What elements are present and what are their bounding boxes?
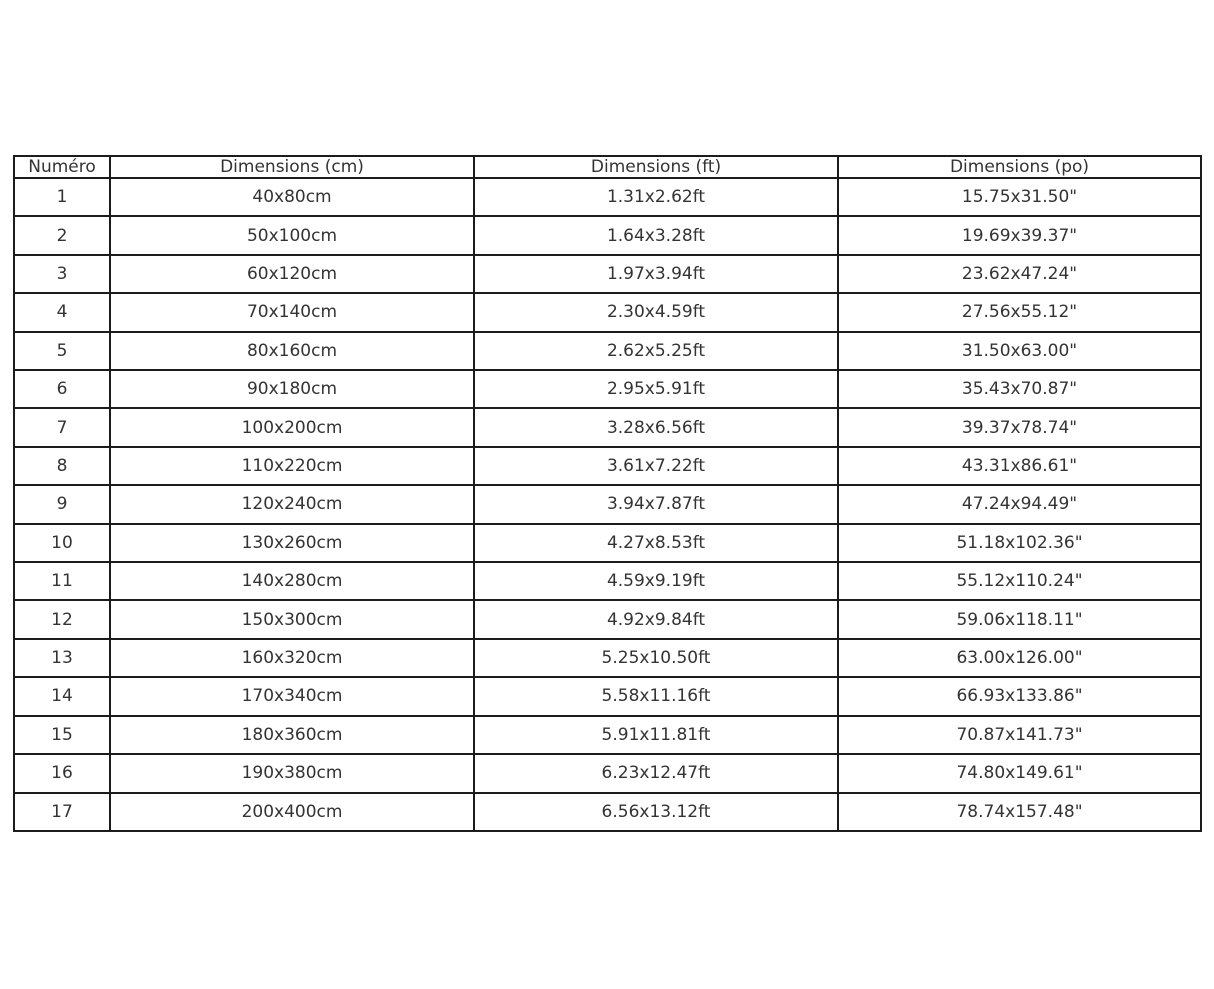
cell-dimensions-ft: 5.58x11.16ft	[474, 677, 838, 715]
cell-dimensions-ft: 5.91x11.81ft	[474, 716, 838, 754]
table-row	[14, 793, 1201, 832]
cell-dimensions-cm: 160x320cm	[110, 639, 474, 677]
cell-numero: 3	[14, 255, 110, 293]
cell-dimensions-cm: 60x120cm	[110, 255, 474, 293]
table-row	[14, 716, 1201, 754]
table-row	[14, 677, 1201, 715]
cell-dimensions-po: 47.24x94.49"	[838, 485, 1201, 523]
cell-dimensions-cm: 90x180cm	[110, 370, 474, 408]
column-header-dimensions-po: Dimensions (po)	[838, 156, 1201, 178]
cell-dimensions-cm: 190x380cm	[110, 754, 474, 792]
cell-numero: 17	[14, 793, 110, 832]
cell-numero: 14	[14, 677, 110, 715]
cell-numero: 16	[14, 754, 110, 792]
cell-dimensions-po: 66.93x133.86"	[838, 677, 1201, 715]
cell-dimensions-po: 23.62x47.24"	[838, 255, 1201, 293]
cell-dimensions-po: 15.75x31.50"	[838, 178, 1201, 216]
dimensions-conversion-table	[13, 155, 1202, 832]
cell-numero: 13	[14, 639, 110, 677]
cell-dimensions-ft: 2.62x5.25ft	[474, 332, 838, 370]
cell-numero: 1	[14, 178, 110, 216]
table-row	[14, 293, 1201, 331]
table-row	[14, 447, 1201, 485]
cell-dimensions-ft: 3.28x6.56ft	[474, 408, 838, 446]
cell-dimensions-ft: 4.27x8.53ft	[474, 524, 838, 562]
cell-dimensions-ft: 4.59x9.19ft	[474, 562, 838, 600]
cell-dimensions-po: 51.18x102.36"	[838, 524, 1201, 562]
cell-dimensions-cm: 110x220cm	[110, 447, 474, 485]
cell-numero: 4	[14, 293, 110, 331]
table-row	[14, 408, 1201, 446]
cell-dimensions-po: 43.31x86.61"	[838, 447, 1201, 485]
cell-dimensions-cm: 40x80cm	[110, 178, 474, 216]
table-header-row	[14, 156, 1201, 178]
cell-dimensions-ft: 3.94x7.87ft	[474, 485, 838, 523]
cell-numero: 7	[14, 408, 110, 446]
cell-numero: 8	[14, 447, 110, 485]
cell-numero: 9	[14, 485, 110, 523]
cell-dimensions-po: 78.74x157.48"	[838, 793, 1201, 832]
table-row	[14, 255, 1201, 293]
cell-dimensions-ft: 5.25x10.50ft	[474, 639, 838, 677]
cell-dimensions-cm: 100x200cm	[110, 408, 474, 446]
cell-dimensions-cm: 170x340cm	[110, 677, 474, 715]
cell-dimensions-cm: 120x240cm	[110, 485, 474, 523]
cell-dimensions-po: 59.06x118.11"	[838, 600, 1201, 638]
cell-numero: 12	[14, 600, 110, 638]
cell-dimensions-ft: 2.30x4.59ft	[474, 293, 838, 331]
cell-dimensions-po: 70.87x141.73"	[838, 716, 1201, 754]
dimensions-table-container	[13, 155, 1202, 832]
table-body	[14, 178, 1201, 831]
column-header-numero: Numéro	[14, 156, 110, 178]
table-row	[14, 639, 1201, 677]
cell-numero: 11	[14, 562, 110, 600]
cell-dimensions-po: 63.00x126.00"	[838, 639, 1201, 677]
table-row	[14, 370, 1201, 408]
cell-dimensions-po: 39.37x78.74"	[838, 408, 1201, 446]
cell-dimensions-po: 19.69x39.37"	[838, 216, 1201, 254]
cell-numero: 10	[14, 524, 110, 562]
cell-dimensions-cm: 150x300cm	[110, 600, 474, 638]
table-row	[14, 562, 1201, 600]
cell-dimensions-cm: 80x160cm	[110, 332, 474, 370]
cell-dimensions-cm: 50x100cm	[110, 216, 474, 254]
cell-dimensions-ft: 2.95x5.91ft	[474, 370, 838, 408]
cell-dimensions-cm: 140x280cm	[110, 562, 474, 600]
cell-dimensions-cm: 180x360cm	[110, 716, 474, 754]
column-header-dimensions-cm: Dimensions (cm)	[110, 156, 474, 178]
cell-dimensions-po: 27.56x55.12"	[838, 293, 1201, 331]
table-row	[14, 332, 1201, 370]
table-row	[14, 600, 1201, 638]
cell-dimensions-cm: 130x260cm	[110, 524, 474, 562]
table-row	[14, 485, 1201, 523]
table-header	[14, 156, 1201, 178]
cell-dimensions-ft: 1.31x2.62ft	[474, 178, 838, 216]
table-row	[14, 216, 1201, 254]
cell-dimensions-po: 74.80x149.61"	[838, 754, 1201, 792]
cell-dimensions-ft: 3.61x7.22ft	[474, 447, 838, 485]
cell-numero: 2	[14, 216, 110, 254]
cell-numero: 6	[14, 370, 110, 408]
cell-dimensions-ft: 6.56x13.12ft	[474, 793, 838, 832]
column-header-dimensions-ft: Dimensions (ft)	[474, 156, 838, 178]
table-row	[14, 178, 1201, 216]
cell-dimensions-ft: 4.92x9.84ft	[474, 600, 838, 638]
cell-dimensions-po: 35.43x70.87"	[838, 370, 1201, 408]
cell-dimensions-cm: 200x400cm	[110, 793, 474, 832]
cell-dimensions-ft: 1.97x3.94ft	[474, 255, 838, 293]
table-row	[14, 524, 1201, 562]
cell-dimensions-cm: 70x140cm	[110, 293, 474, 331]
cell-dimensions-ft: 1.64x3.28ft	[474, 216, 838, 254]
cell-dimensions-ft: 6.23x12.47ft	[474, 754, 838, 792]
table-row	[14, 754, 1201, 792]
cell-dimensions-po: 31.50x63.00"	[838, 332, 1201, 370]
cell-dimensions-po: 55.12x110.24"	[838, 562, 1201, 600]
cell-numero: 15	[14, 716, 110, 754]
cell-numero: 5	[14, 332, 110, 370]
